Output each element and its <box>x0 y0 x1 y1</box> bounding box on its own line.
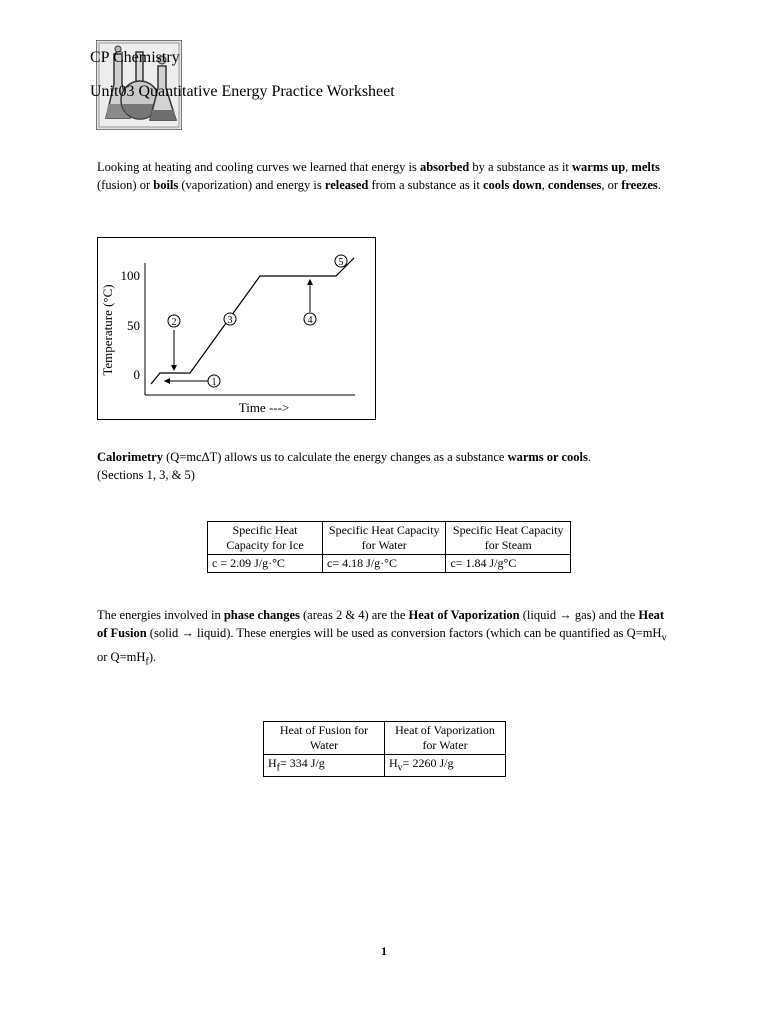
tick-label: 50 <box>127 318 140 333</box>
table-cell: $H_f= 334$ J/g <box>264 755 385 777</box>
marker-label: 1 <box>211 377 217 388</box>
unit-title: Unit03 Quantitative Energy Practice Worksheet <box>90 83 395 100</box>
heating-curve-line <box>151 258 354 384</box>
table-row <box>264 755 506 777</box>
intro-paragraph: Looking at heating and cooling curves we learned that energy is absorbed by a substance as it warms up, melts (fusion) or boils (vaporization) and energy is released from a substance as it cools down, condenses, or freezes. <box>97 160 661 192</box>
marker-label: 3 <box>227 315 233 326</box>
marker-label: 5 <box>338 257 344 268</box>
table-header: Specific Heat Capacity for Water <box>323 522 446 555</box>
table-header: Heat of Fusion for Water <box>264 722 385 755</box>
heating-curve-graph <box>97 237 376 420</box>
table-cell: c= 1.84 J/g°C <box>446 555 571 573</box>
marker-label: 4 <box>307 315 313 326</box>
latent-heat-table <box>263 721 506 777</box>
table-cell: $H_v= 2260$ J/g <box>385 755 506 777</box>
y-axis-label: Temperature (°C) <box>100 284 115 376</box>
phase-change-paragraph: The energies involved in phase changes (areas 2 & 4) are the Heat of Vaporization (liquid → gas) and the Heat of Fusion (solid → liquid). These energies will be used as conversion factors (which can be quantified as $Q=mH_v$ or $Q=mH_f$). <box>97 608 667 667</box>
page-number: 1 <box>381 944 387 958</box>
table-cell: c= 4.18 J/g·°C <box>323 555 446 573</box>
tick-label: 100 <box>120 268 140 283</box>
tick-label: 0 <box>133 367 140 382</box>
table-cell: c = 2.09 J/g·°C <box>208 555 323 573</box>
marker-label: 2 <box>171 317 177 328</box>
table-row <box>264 722 506 755</box>
table-row <box>208 522 571 555</box>
specific-heat-table <box>207 521 571 573</box>
table-header: Specific Heat Capacity for Ice <box>208 522 323 555</box>
course-title: CP Chemistry <box>90 49 180 66</box>
x-axis-label: Time ---> <box>238 400 290 415</box>
calorimetry-paragraph: Calorimetry (Q=mcΔT) allows us to calculate the energy changes as a substance warms or cools. (Sections 1, 3, & 5) <box>97 450 591 482</box>
table-header: Specific Heat Capacity for Steam <box>446 522 571 555</box>
table-row <box>208 555 571 573</box>
table-header: Heat of Vaporization for Water <box>385 722 506 755</box>
